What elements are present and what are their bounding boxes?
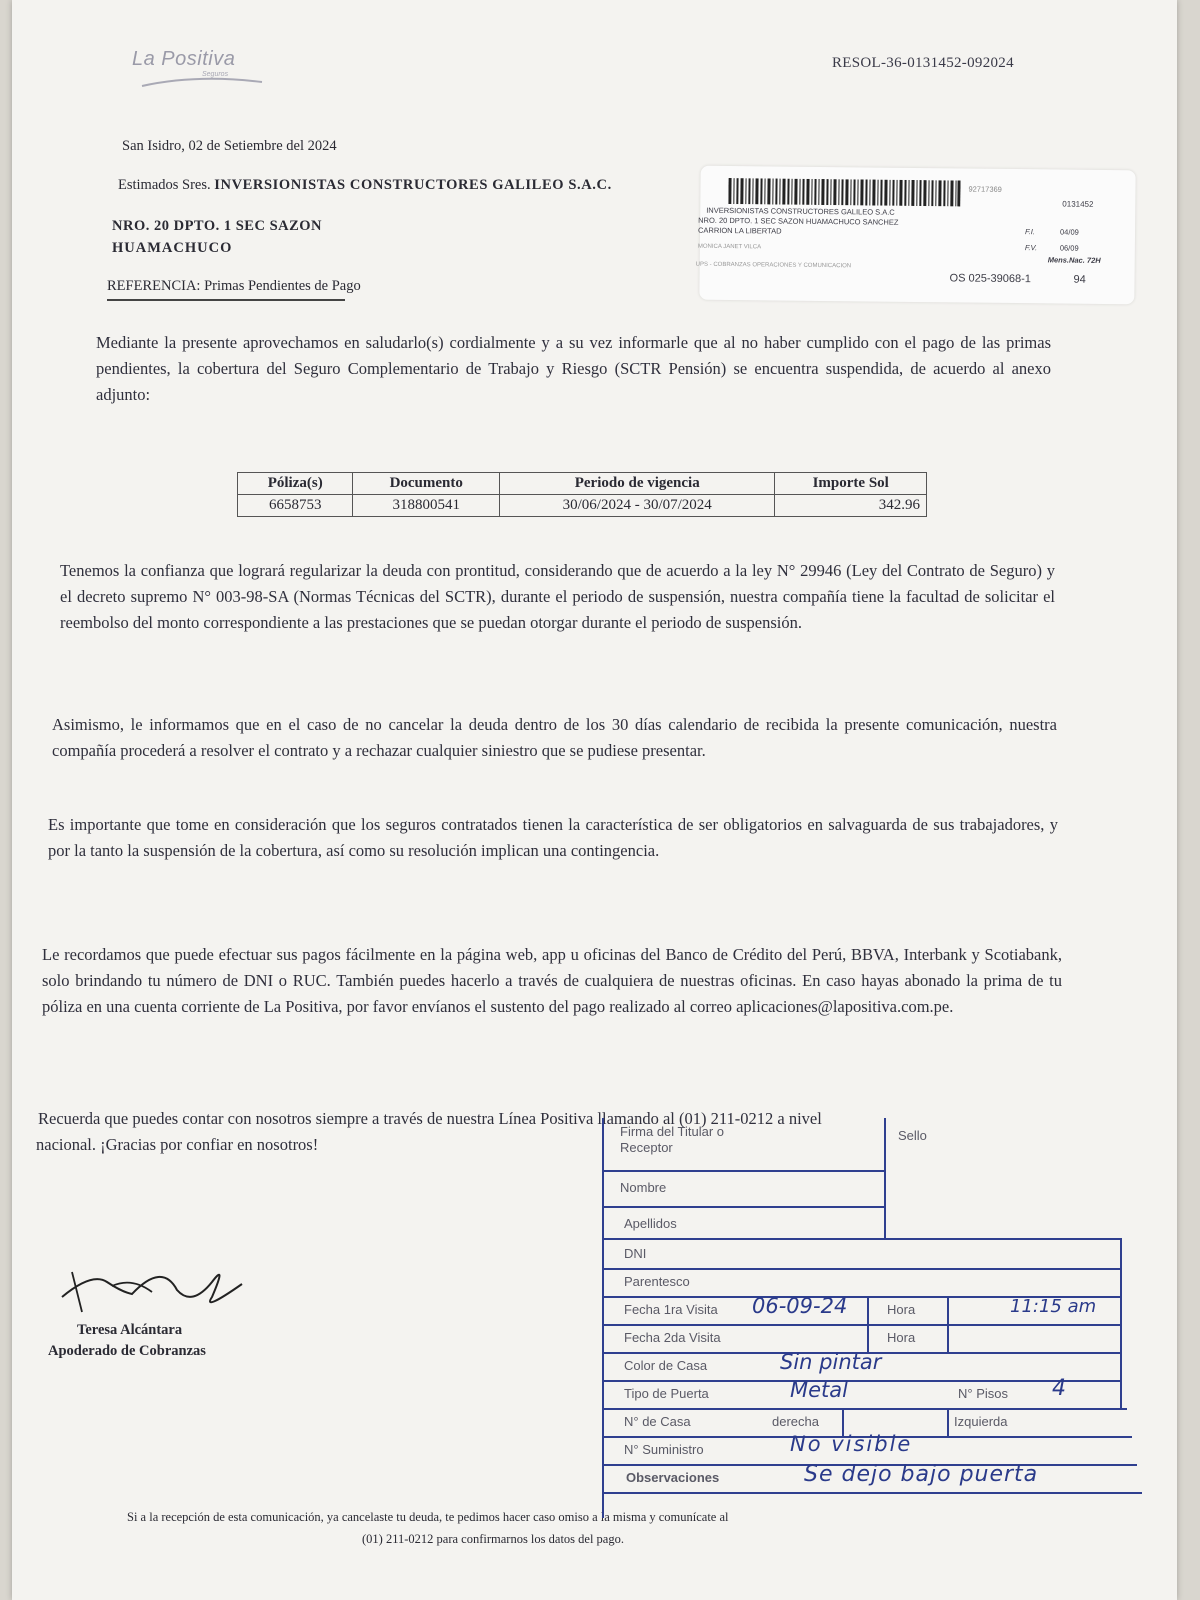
form-label-tipo-puerta: Tipo de Puerta: [624, 1386, 709, 1401]
stamp-fi-label: F.I.: [1024, 227, 1035, 237]
form-label-izquierda: Izquierda: [954, 1414, 1008, 1429]
form-label-hora-1: Hora: [887, 1302, 916, 1317]
stamp-code: 0131452: [1062, 199, 1094, 209]
form-label-parentesco: Parentesco: [624, 1274, 690, 1289]
cell-periodo: 30/06/2024 - 30/07/2024: [500, 495, 775, 517]
policy-table: [237, 472, 927, 517]
form-label-pisos: N° Pisos: [958, 1386, 1008, 1401]
company-name: INVERSIONISTAS CONSTRUCTORES GALILEO S.A.C.: [214, 177, 612, 193]
form-value-observaciones: Se dejo bajo puerta: [804, 1462, 1039, 1487]
form-label-observaciones: Observaciones: [626, 1470, 720, 1485]
visit-form: [602, 1118, 1147, 1536]
col-periodo: Periodo de vigencia: [500, 473, 775, 495]
reference-text: REFERENCIA: Primas Pendientes de Pago: [107, 278, 361, 294]
stamp-os: OS 025-39068-1: [949, 272, 1031, 286]
resolution-number: RESOL-36-0131452-092024: [832, 55, 1014, 71]
form-value-fecha-1: 06-09-24: [752, 1294, 848, 1318]
stamp-company: INVERSIONISTAS CONSTRUCTORES GALILEO S.A.C: [706, 205, 895, 217]
stamp-mens: Mens.Nac. 72H: [1047, 255, 1101, 265]
form-value-tipo-puerta: Metal: [790, 1378, 848, 1402]
salutation-prefix: Estimados Sres.: [118, 177, 211, 193]
paragraph-intro: Mediante la presente aprovechamos en saludarlo(s) cordialmente y a su vez informarle que al no haber cumplido con el pago de las primas pendientes, la cobertura del Seguro Complementario de Trabajo y Riesgo (SCTR Pensión) se encuentra suspendida, de acuerdo al anexo adjunto:: [96, 333, 1051, 404]
policy-table-header: [238, 473, 927, 495]
stamp-fv-value: 06/09: [1059, 243, 1079, 253]
cell-poliza: 6658753: [238, 495, 353, 517]
form-label-sello: Sello: [898, 1128, 927, 1143]
salutation: [118, 177, 612, 194]
form-label-nombre: Nombre: [620, 1180, 667, 1195]
form-label-derecha: derecha: [772, 1414, 819, 1429]
footer-line-2: (01) 211-0212 para confirmarnos los datos del pago.: [362, 1532, 624, 1546]
address-line-1: NRO. 20 DPTO. 1 SEC SAZON: [112, 218, 323, 234]
reference-line: [107, 278, 361, 301]
form-value-pisos: 4: [1052, 1376, 1066, 1401]
stamp-barcode-number: 92717369: [968, 184, 1002, 194]
table-row: [238, 495, 927, 517]
col-poliza: Póliza(s): [238, 473, 353, 495]
stamp-os-number: 94: [1073, 273, 1086, 286]
barcode-icon: [728, 178, 960, 206]
paragraph-law: Tenemos la confianza que logrará regularizar la deuda con prontitud, considerando que de acuerdo a la ley N° 29946 (Ley del Contrato de Seguro) y el decreto supremo N° 003-98-SA (Normas Técnicas del SCTR), durante el periodo de suspensión, nuestra compañía tiene la facultad de solicitar el reembolso del monto correspondiente a las prestaciones que se puedan otorgar durante el periodo de suspensión.: [60, 561, 1055, 632]
form-label-firma: Firma del Titular o Receptor: [620, 1124, 725, 1155]
stamp-agent: MONICA JANET VILCA: [697, 243, 762, 251]
handwritten-signature-icon: [52, 1252, 262, 1322]
col-importe: Importe Sol: [775, 473, 927, 495]
signer-name: Teresa Alcántara: [77, 1322, 183, 1338]
form-value-color: Sin pintar: [780, 1350, 882, 1374]
letter-page: [12, 0, 1177, 1600]
letter-date: San Isidro, 02 de Setiembre del 2024: [122, 138, 337, 154]
courier-stamp-label: [695, 166, 1135, 305]
form-label-dni: DNI: [624, 1246, 647, 1261]
paragraph-30-days: Asimismo, le informamos que en el caso de no cancelar la deuda dentro de los 30 días calendario de recibida la presente comunicación, nuestra compañía procederá a resolver el contrato y a rechazar cualquier siniestro que se pudiese presentar.: [52, 715, 1057, 760]
logo-swoosh-icon: [137, 72, 267, 92]
stamp-department: UPS - COBRANZAS OPERACIONES Y COMUNICACION: [695, 261, 852, 270]
stamp-fv-label: F.V.: [1024, 243, 1038, 253]
form-label-fecha-2: Fecha 2da Visita: [624, 1330, 721, 1345]
signer-role: Apoderado de Cobranzas: [48, 1343, 206, 1359]
footer-line-1: Si a la recepción de esta comunicación, ya cancelaste tu deuda, te pedimos hacer caso omiso a la misma y comunícate al: [127, 1510, 729, 1524]
form-label-nro-casa: N° de Casa: [624, 1414, 691, 1429]
stamp-city: CARRION LA LIBERTAD: [697, 225, 782, 236]
form-value-hora-1: 11:15 am: [1010, 1296, 1097, 1317]
paragraph-line-positiva-2: nacional. ¡Gracias por confiar en nosotros!: [36, 1135, 319, 1154]
form-label-color: Color de Casa: [624, 1358, 708, 1373]
paragraph-obligatory: Es importante que tome en consideración que los seguros contratados tienen la característica de ser obligatorios en salvaguarda de sus trabajadores, y por la tanto la suspensión de la cobertura, así como su resolución implican una contingencia.: [48, 815, 1058, 860]
paragraph-payments: Le recordamos que puede efectuar sus pagos fácilmente en la página web, app u oficinas del Banco de Crédito del Perú, BBVA, Interbank y Scotiabank, solo brindando tu número de DNI o RUC. También puedes hacerlo a través de cualquiera de nuestras oficinas. En caso hayas abonado la prima de tu póliza en una cuenta corriente de La Positiva, por favor envíanos el sustento del pago realizado al correo aplicaciones@lapositiva.com.pe.: [42, 945, 1062, 1016]
cell-importe: 342.96: [775, 495, 927, 517]
form-label-apellidos: Apellidos: [624, 1216, 677, 1231]
stamp-address: NRO. 20 DPTO. 1 SEC SAZON HUAMACHUCO SANCHEZ: [698, 215, 899, 227]
col-documento: Documento: [353, 473, 500, 495]
form-label-fecha-1: Fecha 1ra Visita: [624, 1302, 718, 1317]
stamp-fi-value: 04/09: [1059, 227, 1079, 237]
cell-documento: 318800541: [353, 495, 500, 517]
form-label-hora-2: Hora: [887, 1330, 916, 1345]
address-line-2: HUAMACHUCO: [112, 240, 233, 256]
paragraph-line-positiva-1: Recuerda que puedes contar con nosotros siempre a través de nuestra Línea Positiva llamando al (01) 211-0212 a nivel: [38, 1109, 822, 1128]
company-logo-subtitle: Seguros: [202, 71, 229, 78]
form-label-suministro: N° Suministro: [624, 1442, 704, 1457]
company-logo: La Positiva: [132, 48, 236, 70]
reference-underline: [107, 299, 345, 301]
form-value-suministro: No visible: [790, 1432, 913, 1456]
